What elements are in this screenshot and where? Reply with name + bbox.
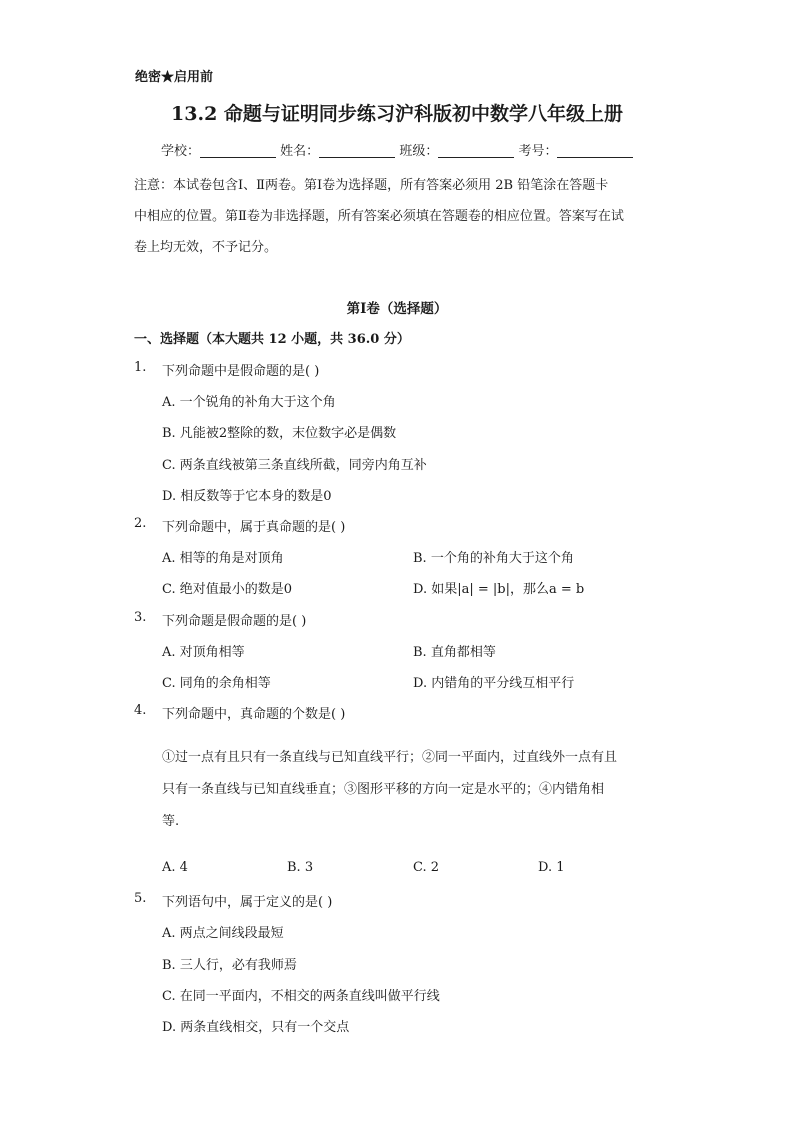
option-b: B. 3 <box>287 860 314 875</box>
notice-line: 卷上均无效，不予记分。 <box>134 240 278 255</box>
option-c: C. 绝对值最小的数是0 <box>162 582 293 597</box>
option-d: D. 内错角的平分线互相平行 <box>413 676 575 691</box>
question-number: 1. <box>134 360 147 375</box>
option-b: B. 一个角的补角大于这个角 <box>413 551 574 566</box>
option-a: A. 对顶角相等 <box>162 645 245 660</box>
option-c: C. 2 <box>413 860 440 875</box>
question-text: 下列命题中，属于真命题的是( ) <box>162 520 346 535</box>
class-label: 班级： <box>399 144 439 159</box>
option-c: C. 在同一平面内，不相交的两条直线叫做平行线 <box>162 989 440 1004</box>
part-heading: 第Ⅰ卷（选择题） <box>346 301 448 317</box>
option-a: A. 一个锐角的补角大于这个角 <box>162 395 336 410</box>
option-d: D. 相反数等于它本身的数是0 <box>162 489 332 504</box>
question-number: 5. <box>134 891 147 906</box>
school-blank[interactable] <box>200 143 276 158</box>
statement-line: 只有一条直线与已知直线垂直；③图形平移的方向一定是水平的；④内错角相 <box>162 782 605 797</box>
school-label: 学校： <box>161 144 201 159</box>
option-a: A. 两点之间线段最短 <box>162 926 284 941</box>
question-text: 下列语句中，属于定义的是( ) <box>162 895 333 910</box>
question-text: 下列命题中是假命题的是( ) <box>162 364 320 379</box>
option-d: D. 两条直线相交，只有一个交点 <box>162 1020 350 1035</box>
class-blank[interactable] <box>438 143 514 158</box>
question-text: 下列命题中，真命题的个数是( ) <box>162 707 346 722</box>
secret-label: 绝密★启用前 <box>135 70 214 85</box>
notice-line: 注意：本试卷包含Ⅰ、Ⅱ两卷。第Ⅰ卷为选择题，所有答案必须用 2B 铅笔涂在答题卡 <box>134 178 609 193</box>
option-c: C. 同角的余角相等 <box>162 676 271 691</box>
option-a: A. 4 <box>162 860 188 875</box>
option-d: D. 1 <box>538 860 565 875</box>
exam-no-blank[interactable] <box>557 143 633 158</box>
option-c: C. 两条直线被第三条直线所截，同旁内角互补 <box>162 458 427 473</box>
option-d: D. 如果|a| = |b|，那么a = b <box>413 582 585 597</box>
question-number: 4. <box>134 703 147 718</box>
question-number: 2. <box>134 516 147 531</box>
question-statement <box>162 742 672 838</box>
question-text: 下列命题是假命题的是( ) <box>162 614 307 629</box>
exam-no-label: 考号： <box>518 144 558 159</box>
notice-line: 中相应的位置。第Ⅱ卷为非选择题，所有答案必须填在答题卷的相应位置。答案写在试 <box>134 209 624 224</box>
page-title: 13.2 命题与证明同步练习沪科版初中数学八年级上册 <box>171 103 623 125</box>
option-a: A. 相等的角是对顶角 <box>162 551 284 566</box>
student-info-row <box>161 140 633 159</box>
option-b: B. 三人行，必有我师焉 <box>162 958 297 973</box>
section-heading: 一、选择题（本大题共 12 小题，共 36.0 分） <box>134 332 410 347</box>
option-b: B. 凡能被2整除的数，末位数字必是偶数 <box>162 426 397 441</box>
notice-paragraph <box>134 170 664 263</box>
option-b: B. 直角都相等 <box>413 645 496 660</box>
name-label: 姓名： <box>280 144 320 159</box>
name-blank[interactable] <box>319 143 395 158</box>
question-number: 3. <box>134 610 147 625</box>
statement-line: 等. <box>162 814 180 829</box>
statement-line: ①过一点有且只有一条直线与已知直线平行；②同一平面内，过直线外一点有且 <box>162 750 618 765</box>
